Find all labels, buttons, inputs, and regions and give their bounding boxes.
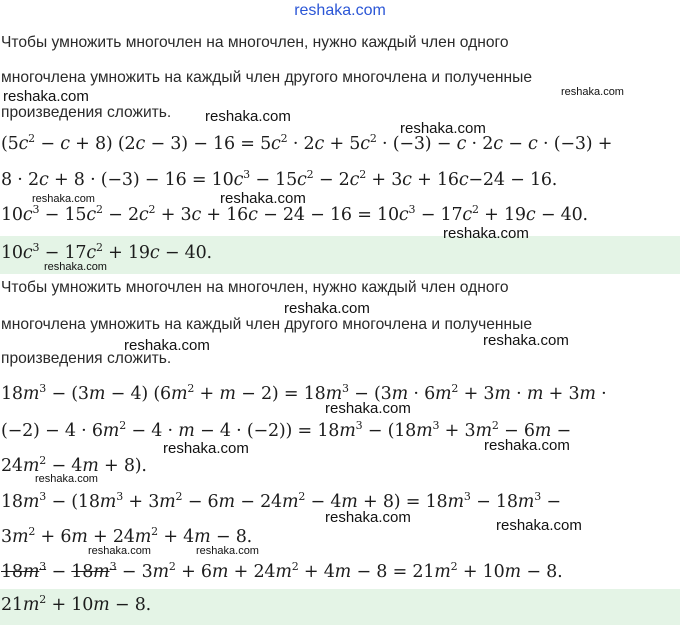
watermark: reshaka.com <box>325 400 411 417</box>
intro-text-line: произведения сложить. <box>1 104 172 121</box>
intro-text-line: Чтобы умножить многочлен на многочлен, нужно каждый член одного <box>1 34 509 51</box>
intro-text-line: многочлена умножить на каждый член другого многочлена и полученные <box>1 316 533 333</box>
intro-text-line: произведения сложить. <box>1 350 172 367</box>
math-line: $(5c^2 - c + 8) (2c - 3) - 16 = 5c^2 \cdot 2c + 5c^2 \cdot (-3) - c \cdot 2c - c \cdot (-3)$ + <box>1 132 613 154</box>
math-line: $18m^3 - (3m - 4) (6m^2 + m - 2) = 18m^3 - (3m \cdot 6m^2 + 3m \cdot m + 3m$ · <box>1 382 607 404</box>
math-line: $18m^3 - (18m^3 + 3m^2 - 6m - 24m^2 - 4m + 8) = 18m^3 - 18m^3$ − <box>1 490 561 512</box>
math-line: $18m^3 - 18m^3 - 3m^2 + 6m + 24m^2 + 4m - 8 = 21m^2 + 10m - 8$. <box>1 560 563 582</box>
watermark: reshaka.com <box>44 261 107 273</box>
answer-math: $10c^3 - 17c^2 + 19c - 40$. <box>1 241 212 263</box>
watermark: reshaka.com <box>484 437 570 454</box>
watermark: reshaka.com <box>400 120 486 137</box>
watermark: reshaka.com <box>163 440 249 457</box>
watermark: reshaka.com <box>196 545 259 557</box>
intro-text-line: Чтобы умножить многочлен на многочлен, нужно каждый член одного <box>1 279 509 296</box>
math-line: $3m^2 + 6m + 24m^2 + 4m - 8$. <box>1 525 252 547</box>
watermark: reshaka.com <box>220 190 306 207</box>
math-line: $(-2) - 4 \cdot 6m^2 - 4 \cdot m - 4 \cdot (-2)) = 18m^3 - (18m^3 + 3m^2 - 6m$ − <box>1 419 572 441</box>
math-line: $24m^2 - 4m + 8$). <box>1 454 147 476</box>
watermark: reshaka.com <box>284 300 370 317</box>
answer-math: $21m^2 + 10m - 8$. <box>1 593 152 615</box>
watermark: reshaka.com <box>32 193 95 205</box>
math-line: $8 \cdot 2c + 8 \cdot (-3) - 16 = 10c^3 - 15c^2 - 2c^2 + 3c + 16c-24 - 16$. <box>1 168 558 190</box>
answer-highlight <box>0 589 680 625</box>
watermark: reshaka.com <box>124 337 210 354</box>
watermark: reshaka.com <box>3 88 89 105</box>
watermark: reshaka.com <box>205 108 291 125</box>
intro-text-line: многочлена умножить на каждый член другого многочлена и полученные <box>1 69 533 86</box>
watermark: reshaka.com <box>88 545 151 557</box>
watermark: reshaka.com <box>325 509 411 526</box>
watermark: reshaka.com <box>443 225 529 242</box>
watermark: reshaka.com <box>483 332 569 349</box>
math-line: $10c^3 - 15c^2 - 2c^2 + 3c + 16c - 24 - 16 = 10c^3 - 17c^2 + 19c - 40$. <box>1 203 588 225</box>
watermark: reshaka.com <box>35 473 98 485</box>
watermark: reshaka.com <box>561 86 624 98</box>
watermark: reshaka.com <box>496 517 582 534</box>
site-header-link[interactable]: reshaka.com <box>294 2 386 19</box>
